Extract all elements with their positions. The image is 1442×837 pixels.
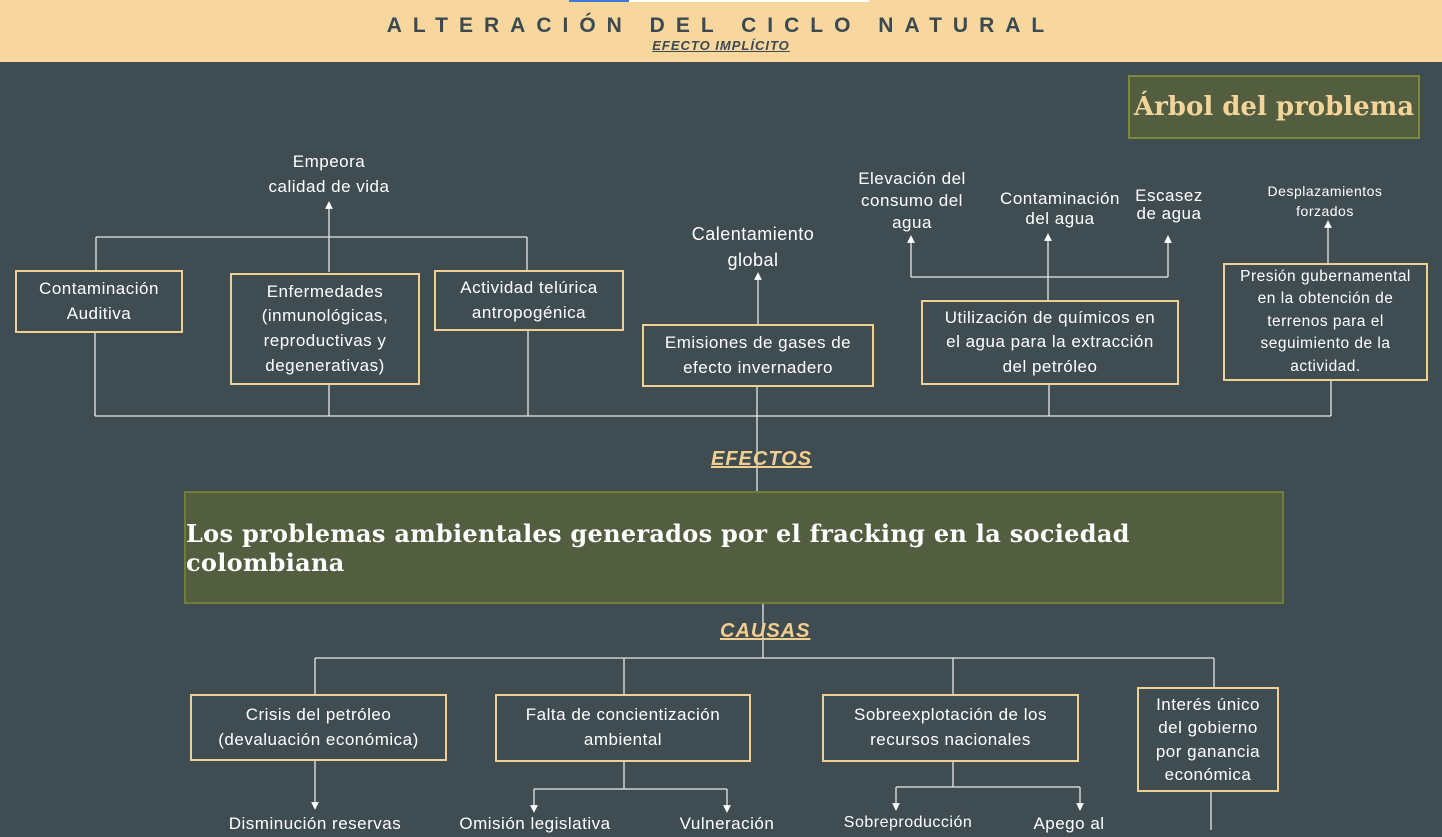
central-problem-box: Los problemas ambientales generados por el fracking en la sociedad colombiana <box>184 491 1284 604</box>
document-title: ALTERACIÓN DEL CICLO NATURAL <box>386 14 1056 37</box>
cause-sub-sobreproduccion: Sobreproducción <box>843 814 973 831</box>
cause-sub-disminucion-reservas: Disminución reservas <box>228 814 402 833</box>
section-label-causas: CAUSAS <box>720 620 811 642</box>
effect-label-empeora-calidad-de-vida: Empeora calidad de vida <box>268 152 390 196</box>
effect-box-enfermedades: Enfermedades (inmunológicas, reproductivas y degenerativas) <box>230 273 420 385</box>
cause-box-sobreexplotacion: Sobreexplotación de los recursos nacionales <box>822 694 1079 762</box>
cause-box-crisis-petroleo: Crisis del petróleo (devaluación económica) <box>190 694 447 761</box>
cause-box-interes-gobierno: Interés único del gobierno por ganancia económica <box>1137 687 1279 792</box>
section-label-efectos: EFECTOS <box>711 448 813 470</box>
effect-label-contaminacion-agua: Contaminación del agua <box>1000 189 1120 228</box>
effect-label-desplazamientos-forzados: Desplazamientos forzados <box>1267 183 1383 220</box>
effect-label-calentamiento-global: Calentamiento global <box>691 224 815 271</box>
cause-sub-omision-legislativa: Omisión legislativa <box>459 814 611 833</box>
tree-title-badge: Árbol del problema <box>1128 75 1420 139</box>
effect-box-quimicos-agua: Utilización de químicos en el agua para la extracción del petróleo <box>921 300 1179 385</box>
effect-box-presion-gubernamental: Presión gubernamental en la obtención de terrenos para el seguimiento de la actividad. <box>1223 263 1428 381</box>
effect-box-actividad-telurica: Actividad telúrica antropogénica <box>434 270 624 331</box>
effect-box-emisiones-gases: Emisiones de gases de efecto invernadero <box>642 324 874 387</box>
effect-box-contaminacion-auditiva: Contaminación Auditiva <box>15 270 183 333</box>
effect-label-elevacion-consumo-agua: Elevación del consumo del agua <box>858 169 966 232</box>
effect-label-escasez-agua: Escasez de agua <box>1135 186 1203 223</box>
cause-sub-apego: Apego al <box>1033 814 1105 833</box>
cause-sub-vulneracion: Vulneración <box>679 814 775 833</box>
document-subtitle: EFECTO IMPLÍCITO <box>652 38 790 53</box>
cause-box-falta-concientizacion: Falta de concientización ambiental <box>495 694 751 762</box>
